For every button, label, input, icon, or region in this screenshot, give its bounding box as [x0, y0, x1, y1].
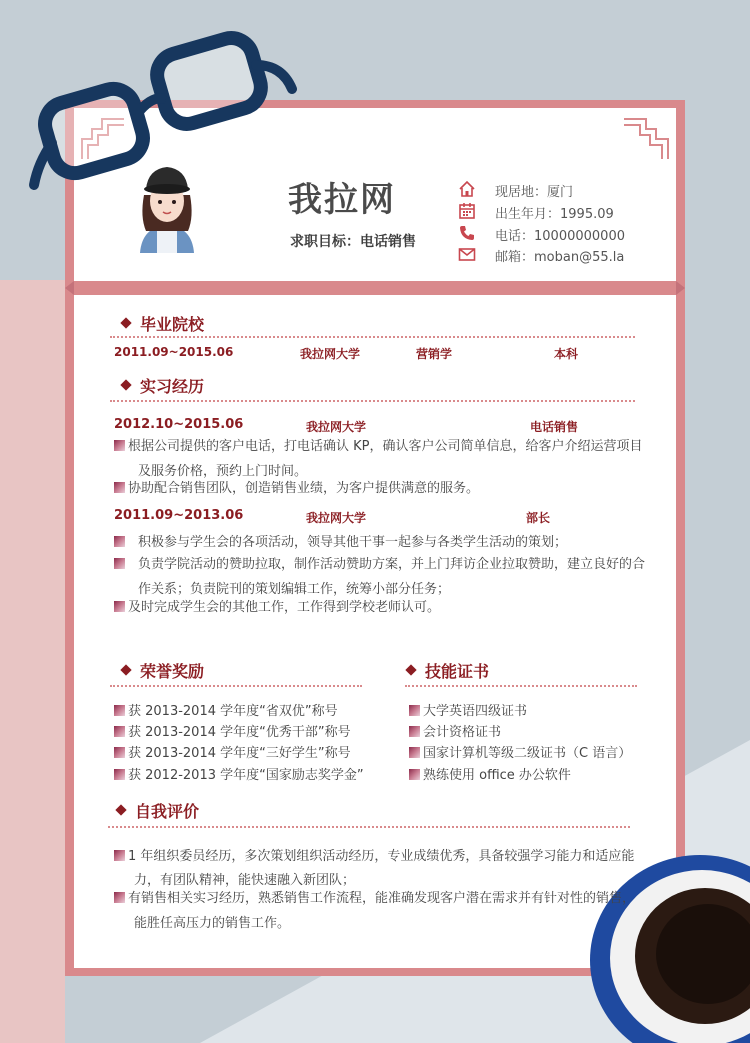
- section-title-self-evaluation: 自我评价: [117, 799, 199, 822]
- job-role: 电话销售: [530, 420, 579, 434]
- list-item: 及时完成学生会的其他工作，工作得到学校老师认可。: [114, 597, 440, 618]
- job-org: 我拉网大学: [306, 420, 367, 434]
- list-item: 协助配合销售团队，创造销售业绩，为客户提供满意的服务。: [114, 478, 479, 499]
- divider: [108, 826, 630, 828]
- bullet-icon: [114, 850, 125, 861]
- diamond-icon: [120, 664, 131, 675]
- bullet-icon: [114, 726, 125, 737]
- home-icon: [458, 180, 476, 198]
- list-item-continued: 及服务价格，预约上门时间。: [138, 464, 308, 479]
- divider: [405, 685, 637, 687]
- mail-icon: [458, 245, 476, 263]
- bullet-icon: [114, 705, 125, 716]
- education-major: 营销学: [416, 347, 453, 361]
- job-date: 2011.09~2013.06: [114, 508, 244, 523]
- section-title-education: 毕业院校: [122, 312, 204, 335]
- education-degree: 本科: [554, 347, 579, 361]
- coffee-cup-illustration: [590, 850, 750, 1043]
- list-item: 负责学院活动的赞助拉取，制作活动赞助方案，并上门拜访企业拉取赞助，建立良好的合: [114, 554, 645, 575]
- list-item: 获 2013-2014 学年度“三好学生”称号: [114, 743, 351, 764]
- bullet-icon: [409, 769, 420, 780]
- list-item: 1 年组织委员经历，多次策划组织活动经历，专业成绩优秀，具备较强学习能力和适应能: [114, 846, 634, 867]
- list-item-continued: 能胜任高压力的销售工作。: [134, 916, 291, 931]
- corner-ornament-right: [624, 115, 670, 161]
- candidate-name: 我拉网: [288, 180, 396, 220]
- bullet-icon: [114, 482, 125, 493]
- education-school: 我拉网大学: [300, 347, 361, 361]
- list-item: 会计资格证书: [409, 722, 501, 743]
- bullet-icon: [114, 440, 125, 451]
- section-title-experience: 实习经历: [122, 374, 204, 397]
- divider: [110, 685, 362, 687]
- job-date: 2012.10~2015.06: [114, 417, 244, 432]
- job-role: 部长: [526, 511, 551, 525]
- job-org: 我拉网大学: [306, 511, 367, 525]
- list-item: 大学英语四级证书: [409, 701, 527, 722]
- list-item: 国家计算机等级二级证书（C 语言）: [409, 743, 631, 764]
- section-title-honors: 荣誉奖励: [122, 659, 204, 682]
- job-objective: 求职目标：电话销售: [290, 234, 416, 250]
- diamond-icon: [115, 804, 126, 815]
- bullet-icon: [114, 769, 125, 780]
- list-item: 有销售相关实习经历，熟悉销售工作流程，能准确发现客户潜在需求并有针对性的销售，: [114, 888, 635, 909]
- bullet-icon: [409, 705, 420, 716]
- section-title-skills: 技能证书: [407, 659, 489, 682]
- diamond-icon: [120, 379, 131, 390]
- list-item-continued: 力，有团队精神，能快速融入新团队；: [134, 873, 356, 888]
- bullet-icon: [409, 747, 420, 758]
- calendar-icon: [458, 202, 476, 220]
- diamond-icon: [405, 664, 416, 675]
- bullet-icon: [114, 536, 125, 547]
- list-item-continued: 作关系；负责院刊的策划编辑工作，统筹小部分任务；: [138, 582, 451, 597]
- education-date: 2011.09~2015.06: [114, 345, 234, 359]
- list-item: 获 2012-2013 学年度“国家励志奖学金”: [114, 765, 364, 786]
- header-divider: [65, 281, 685, 295]
- diamond-icon: [120, 317, 131, 328]
- list-item: 获 2013-2014 学年度“省双优”称号: [114, 701, 338, 722]
- avatar: [132, 155, 202, 255]
- bullet-icon: [409, 726, 420, 737]
- bullet-icon: [114, 747, 125, 758]
- phone-icon: [458, 224, 476, 242]
- list-item: 根据公司提供的客户电话，打电话确认 KP，确认客户公司简单信息，给客户介绍运营项目: [114, 436, 643, 457]
- bullet-icon: [114, 892, 125, 903]
- divider: [110, 336, 635, 338]
- list-item: 熟练使用 office 办公软件: [409, 765, 571, 786]
- list-item: 积极参与学生会的各项活动，领导其他干事一起参与各类学生活动的策划；: [114, 532, 567, 553]
- divider: [110, 400, 635, 402]
- bullet-icon: [114, 601, 125, 612]
- list-item: 获 2013-2014 学年度“优秀干部”称号: [114, 722, 351, 743]
- bullet-icon: [114, 558, 125, 569]
